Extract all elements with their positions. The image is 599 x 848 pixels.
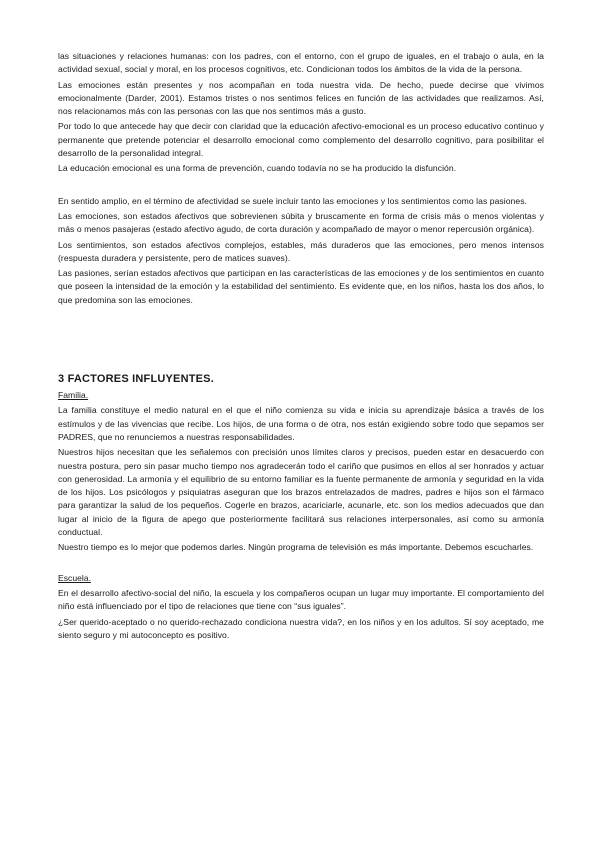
pasiones-paragraph: Las pasiones, serían estados afectivos que participan en las características de las emociones y de los sentimientos en cuanto que poseen la intensidad de la emoción y la estabilidad del sentimiento. Es evidente que, en los niños, hasta los dos años, lo que predomina son las emociones. [58, 268, 544, 305]
escuela-title: Escuela. [58, 572, 91, 583]
intro-paragraph-3: Por todo lo que antecede hay que decir con claridad que la educación afectivo-emocional es un proceso educativo continuo y permanente que pretende potenciar el desarrollo emocional como complemento del desarrollo cognitivo, para posibilitar el desarrollo de la personalidad integral. [58, 121, 544, 159]
spacer [58, 557, 544, 572]
intro-paragraph-4: La educación emocional es una forma de prevención, cuando todavía no se ha producido la disfunción. [58, 163, 457, 174]
sentimientos-paragraph: Los sentimientos, son estados afectivos complejos, estables, más duraderos que las emociones, pero menos intensos (respuesta duradera y persistente, pero de matices suaves). [58, 239, 544, 263]
familia-paragraph-2: Nuestros hijos necesitan que les señalemos con precisión unos límites claros y precisos, pueden estar en desacuerdo con nuestra postura, pero sin pasar mucho tiempo nos agradecerán todo el cariño que pusimos en ellos al ser honrados y actuar con generosidad. La armonía y el equilibrio de su entorno familiar es la fuente permanente de armonía y seguridad en la vida de los hijos. Los psicólogos y psiquiatras aseguran que los brazos entrelazados de madres, padres e hijos son el fármaco para garantizar la salud de los pequeños. Cogerle en brazos, acariciarle, acunarle, etc. son los medios adecuados que dan lugar al inicio de la figura de apego que posteriormente facilitará sus relaciones interpersonales, así como su armonía conductual. [58, 447, 544, 538]
familia-title: Familia. [58, 390, 89, 401]
section-heading: 3 FACTORES INFLUYENTES. [58, 373, 214, 386]
familia-paragraph-3: Nuestro tiempo es lo mejor que podemos darles. Ningún programa de televisión es más importante. Debemos escucharles. [58, 542, 534, 553]
afectividad-paragraph-1: En sentido amplio, en el término de afectividad se suele incluir tanto las emociones y los sentimientos como las pasiones. [58, 195, 527, 206]
spacer [58, 178, 544, 195]
document-page [58, 50, 544, 644]
intro-paragraph-1: las situaciones y relaciones humanas: con los padres, con el entorno, con el grupo de iguales, en el trabajo o aula, en la actividad sexual, social y moral, en los procesos cognitivos, etc. Condicionan todos los ámbitos de la vida de la persona. [58, 51, 544, 75]
intro-paragraph-2: Las emociones están presentes y nos acompañan en toda nuestra vida. De hecho, puede decirse que vivimos emocionalmente (Darder, 2001). Estamos tristes o nos sentimos felices en función de las actividades que realizamos. Así, nos relacionamos más con las personas con las que nos sentimos más a gusto. [58, 79, 544, 117]
familia-paragraph-1: La familia constituye el medio natural en el que el niño comienza su vida e inicia su aprendizaje básica a través de los estímulos y de las vivencias que recibe. Los hijos, de una forma o de otra, nos están exigiendo sobre todo que sepamos ser PADRES, que no renunciemos a nuestras responsabilidades. [58, 405, 544, 442]
emociones-paragraph: Las emociones, son estados afectivos que sobrevienen súbita y bruscamente en forma de crisis más o menos violentas y más o menos pasajeras (estado afectivo agudo, de corta duración y acompañado de mayor o menor repercusión orgánica). [58, 210, 544, 235]
escuela-paragraph-1: En el desarrollo afectivo-social del niño, la escuela y los compañeros ocupan un lugar muy importante. El comportamiento del niño está influenciado por el tipo de relaciones que tiene con “sus iguales”. [58, 587, 544, 612]
escuela-paragraph-2: ¿Ser querido-aceptado o no querido-rechazado condiciona nuestra vida?, en los niños y en los adultos. Sí soy aceptado, me siento seguro y mi autoconcepto es positivo. [58, 616, 544, 640]
spacer [58, 309, 544, 373]
